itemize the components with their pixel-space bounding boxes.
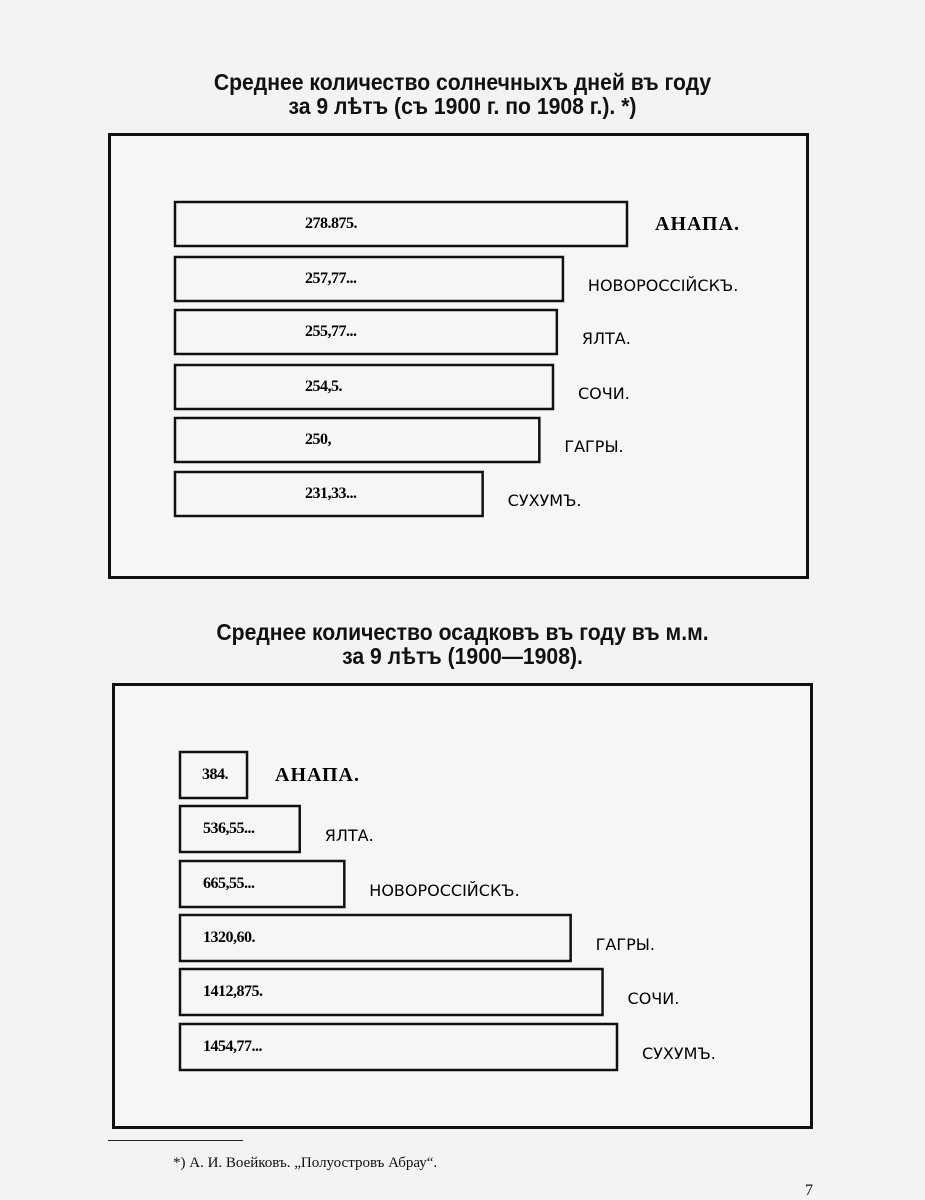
value-label: 536,55... bbox=[203, 820, 255, 837]
bar-1-3 bbox=[175, 365, 553, 409]
value-label: 665,55... bbox=[203, 875, 255, 892]
category-label: ГАГРЫ. bbox=[564, 437, 624, 456]
value-label: 384. bbox=[202, 766, 228, 783]
category-label: НОВОРОССІЙСКЪ. bbox=[587, 276, 739, 295]
bar-1-2 bbox=[175, 310, 557, 354]
chart2-title-line2: за 9 лѣтъ (1900—1908). bbox=[342, 643, 583, 669]
category-label: ЯЛТА. bbox=[324, 826, 374, 845]
category-label: АНАПА. bbox=[655, 213, 740, 235]
value-label: 1412,875. bbox=[203, 983, 263, 1000]
category-label: СУХУМЪ. bbox=[642, 1044, 716, 1063]
chart1-bars bbox=[175, 202, 740, 516]
category-label: СУХУМЪ. bbox=[507, 491, 582, 510]
chart1-title-line2: за 9 лѣтъ (съ 1900 г. по 1908 г.). *) bbox=[288, 93, 637, 119]
chart2-title-line1: Среднее количество осадковъ въ году въ м.м. bbox=[216, 619, 709, 645]
footnote: *) А. И. Воейковъ. „Полуостровъ Абрау“. bbox=[173, 1155, 438, 1171]
value-label: 255,77... bbox=[305, 323, 357, 340]
value-label: 250, bbox=[305, 431, 331, 448]
value-label: 254,5. bbox=[305, 378, 342, 395]
category-label: ЯЛТА. bbox=[581, 329, 631, 348]
value-label: 1454,77... bbox=[203, 1038, 262, 1055]
category-label: ГАГРЫ. bbox=[595, 935, 655, 954]
bar-1-0 bbox=[175, 202, 627, 246]
category-label: НОВОРОССІЙСКЪ. bbox=[369, 881, 520, 900]
bar-1-1 bbox=[175, 257, 563, 301]
chart1-title-line1: Среднее количество солнечныхъ дней въ году bbox=[213, 69, 712, 95]
category-label: АНАПА. bbox=[275, 764, 360, 786]
value-label: 257,77... bbox=[305, 270, 357, 287]
bar-1-4 bbox=[175, 418, 539, 462]
footnote-rule bbox=[108, 1140, 243, 1141]
chart2-bars bbox=[180, 752, 716, 1070]
value-label: 231,33... bbox=[305, 485, 357, 502]
category-label: СОЧИ. bbox=[577, 384, 630, 403]
value-label: 1320,60. bbox=[203, 929, 255, 946]
page-number: 7 bbox=[805, 1182, 813, 1199]
value-label: 278.875. bbox=[305, 215, 357, 232]
category-label: СОЧИ. bbox=[627, 989, 680, 1008]
